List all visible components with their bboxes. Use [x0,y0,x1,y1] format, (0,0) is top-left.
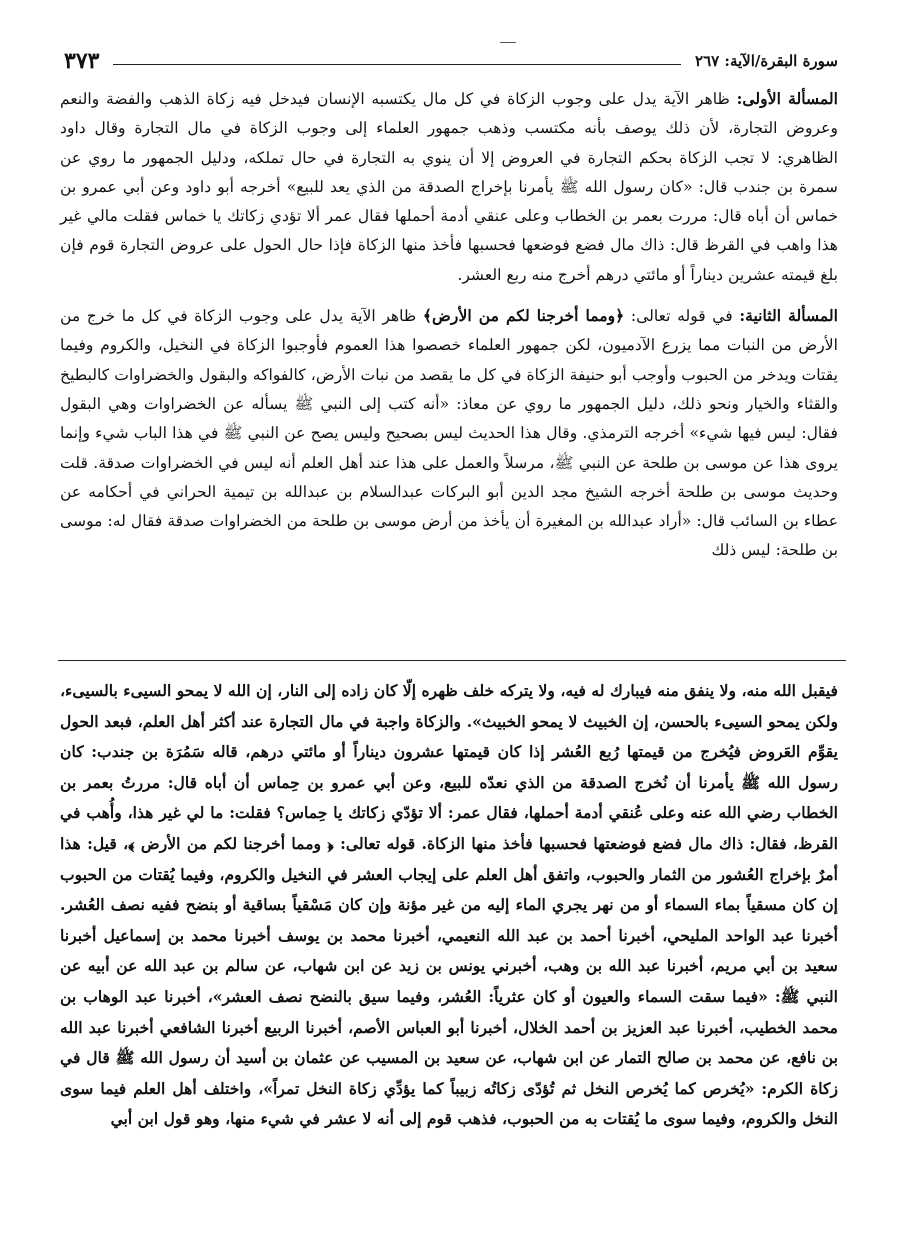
issue-two-heading: المسألة الثانية: [739,306,838,326]
issue-two-text: ظاهر الآية يدل على وجوب الزكاة في كل ما خرج من الأرض من النبات مما يزرع الآدميون، لكن جمهور العلماء خصصوا هذا العموم فأوجبوا الزكاة في النخيل، والكروم وفيما يقتات ويدخر من الحبوب وأوجب أبو حنيفة الزكاة في كل ما يقصد من نبات الأرض، كالفواكه والبقول والخضراوات كالبطيخ والقثاء والخيار ونحو ذلك، دليل الجمهور ما روي عن معاذ: «أنه كتب إلى النبي ﷺ يسأله عن الخضراوات وهي البقول فقال: ليس فيها شيء» أخرجه الترمذي. وقال هذا الحديث ليس بصحيح وليس يصح عن النبي ﷺ في هذا الباب شيء وإنما يروى هذا عن موسى بن طلحة عن النبي ﷺ، مرسلاً والعمل على هذا عند أهل العلم أنه ليس في الخضراوات صدقة. قلت وحديث موسى بن طلحة أخرجه الشيخ مجد الدين أبو البركات عبدالسلام بن عبدالله بن تيمية الحراني في أحكامه عن عطاء بن السائب قال: «أراد عبدالله بن المغيرة أن يأخذ من أرض موسى بن طلحة من الخضراوات صدقة فقال له: موسى بن طلحة: ليس ذلك [60,307,838,560]
page-number: ٣٧٣ [64,48,100,74]
footnote-text-part-two: ، قيل: هذا أمرٌ بإخراج العُشور من الثمار والحبوب، واتفق أهل العلم على إيجاب العشر في النخيل والكروم، وفيما يُقتات من الحبوب إن كان مسقياً بماء السماء أو من نهر يجري الماء إليه من غير مؤنة وإن كان مَسْقياً بساقية أو بنضح ففيه نصف العُشر. أخبرنا عبد الواحد المليحي، أخبرنا أحمد بن عبد الله النعيمي، أخبرنا محمد بن يوسف أخبرنا محمد بن إسماعيل أخبرنا سعيد بن أبي مريم، أخبرنا عبد الله بن وهب، أخبرني يونس بن زيد عن ابن شهاب، عن سالم بن عبد الله عن أبيه عن النبي ﷺ: «فيما سقت السماء والعيون أو كان عثرياً: العُشر، وفيما سيق بالنضح نصف العشر»، أخبرنا عبد الوهاب بن محمد الخطيب، أخبرنا عبد العزيز بن أحمد الخلال، أخبرنا أبو العباس الأصم، أخبرنا الربيع أخبرنا الشافعي أخبرنا عبد الله بن نافع، عن محمد بن صالح التمار عن ابن شهاب، عن سعيد بن المسيب عن عثمان بن أسيد أن رسول الله ﷺ قال في زكاة الكرم: «يُخرص كما يُخرص النخل ثم تُؤدّى زكاتُه زبيباً كما يؤدِّي زكاة النخل تمراً»، واختلف أهل العلم فيما سوى النخل والكروم، وفيما سوى ما يُقتات به من الحبوب، فذهب قوم إلى أنه لا عشر في شيء منها، وهو قول ابن أبي [60,833,838,1129]
footnote-separator [58,660,846,661]
issue-two-intro: في قوله تعالى: [630,307,733,326]
page-header [64,46,838,76]
footnotes-body [60,676,838,1135]
footnote-text-part-one: فيقبل الله منه، ولا ينفق منه فيبارك له فيه، ولا يتركه خلف ظهره إلّا كان زاده إلى النار، إن الله لا يمحو السيىء بالسيىء، ولكن يمحو السيىء بالحسن، إن الخبيث لا يمحو الخبيث». والزكاة واجبة في مال التجارة عند أكثر أهل العلم، فبعد الحول يقوِّم العَروض فيُخرج من قيمتها رُبع العُشر إذا كان قيمتها عشرون ديناراً أو مائتي درهم، قاله سَمُرَة بن جندب: كان رسول الله ﷺ يأمرنا أن نُخرج الصدقة من الذي نعدّه للبيع، وعن أبي عمرو بن حِماس أن أباه قال: مررتُ بعمر بن الخطاب رضي الله عنه وعلى عُنقي أدمة أحملها، فقال عمر: ألا تؤدّي زكاتك يا حِماس؟ فقلت: ما لي غير هذا، وأُهب في القرظ، فقال: ذاك مال فضع فوضعتها فحسبها فأخذ منها الزكاة. قوله تعالى: [60,681,838,853]
header-rule [113,64,681,65]
top-mark [500,42,516,43]
quran-verse-quote: ﴿ومما أخرجنا لكم من الأرض﴾ [422,306,625,326]
surah-reference: سورة البقرة/الآية: ٢٦٧ [695,52,838,70]
commentary-body [60,84,838,566]
footnote-quran-quote: ﴿ ومما أخرجنا لكم من الأرض ﴾ [128,833,334,853]
footnote-paragraph [60,676,838,1135]
issue-two-paragraph [60,301,838,566]
issue-one-heading: المسألة الأولى: [736,89,838,108]
issue-one-paragraph [60,84,838,290]
issue-one-text: ظاهر الآية يدل على وجوب الزكاة في كل مال يكتسبه الإنسان فيدخل فيه زكاة الذهب والفضة والنعم وعروض التجارة، لأن ذلك يوصف بأنه مكتسب وذهب جمهور العلماء إلى وجوب الزكاة في مال التجارة وقال داود الظاهري: لا تجب الزكاة بحكم التجارة في العروض إلا أن ينوي به التجارة في حال تملكه، ودليل الجمهور ما روي عن سمرة بن جندب قال: «كان رسول الله ﷺ يأمرنا بإخراج الصدقة من الذي يعد للبيع» أخرجه أبو داود وعن أبي عمرو بن خماس أن أباه قال: مررت بعمر بن الخطاب وعلى عنقي أدمة أحملها فقال عمر ألا تؤدي زكاتك يا خماس فقلت مالي غير هذا واهب في القرظ قال: ذاك مال فضع فوضعها فحسبها فأخذ منها الزكاة فإذا حال الحول على عروض التجارة قوم فإن بلغ قيمته عشرين ديناراً أو مائتي درهم أخرج منه ربع العشر. [60,90,838,284]
